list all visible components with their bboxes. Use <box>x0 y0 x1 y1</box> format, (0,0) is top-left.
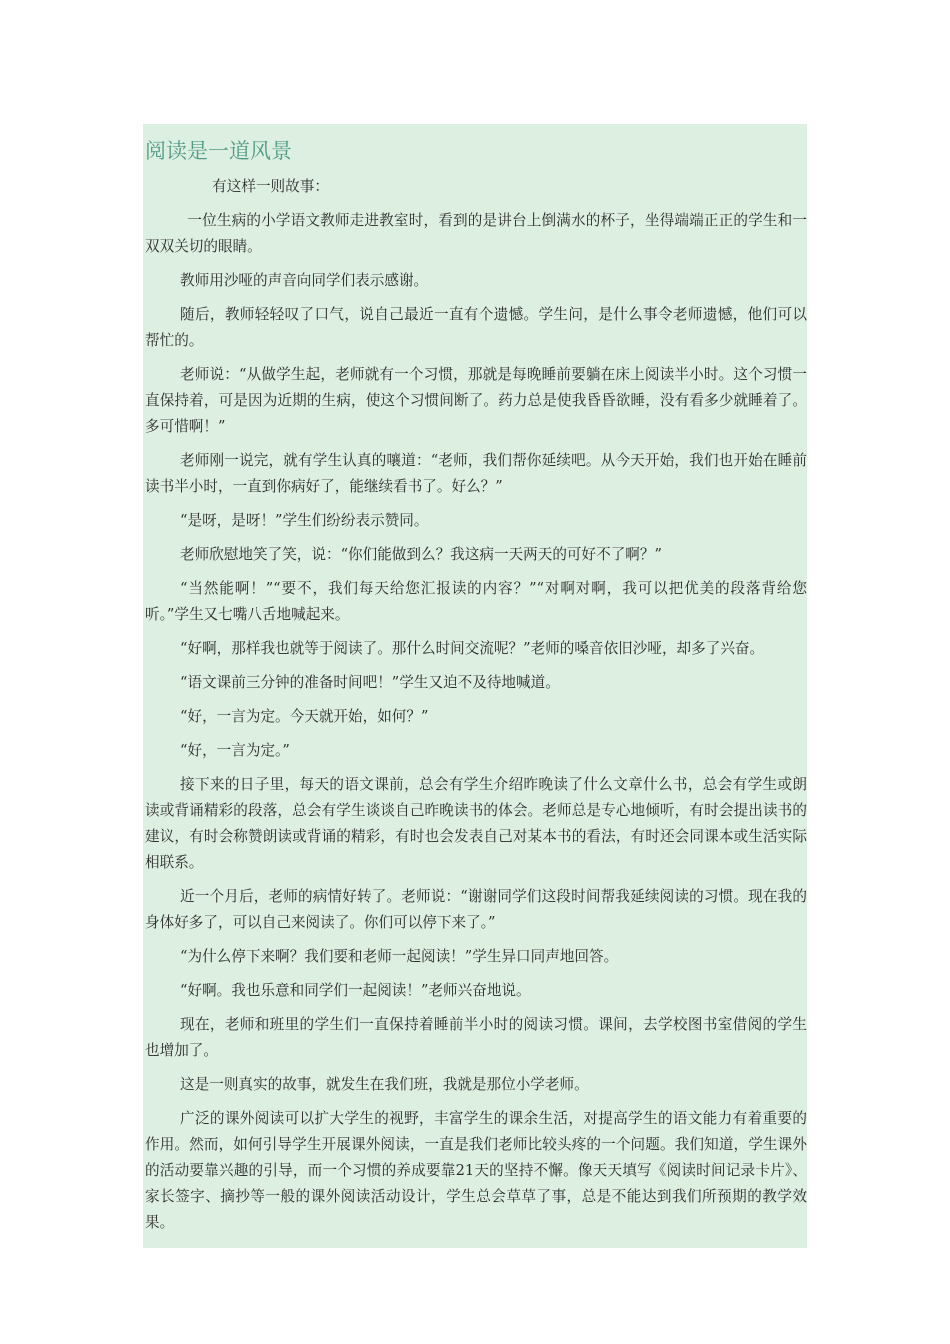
paragraph: 接下来的日子里，每天的语文课前，总会有学生介绍昨晚读了什么文章什么书，总会有学生或朗读或背诵精彩的段落，总会有学生谈谈自己昨晚读书的体会。老师总是专心地倾听，有时会提出读书的建议，有时会称赞朗读或背诵的精彩，有时也会发表自己对某本书的看法，有时还会同课本或生活实际相联系。 <box>145 776 807 871</box>
paragraph: “好，一言为定。今天就开始，如何？” <box>180 708 429 725</box>
article-body <box>143 124 807 1248</box>
paragraph: 老师欣慰地笑了笑，说：“你们能做到么？我这病一天两天的可好不了啊？” <box>180 546 662 563</box>
paragraph-intro: 有这样一则故事： <box>212 178 329 195</box>
paragraph: “是呀，是呀！”学生们纷纷表示赞同。 <box>180 512 429 529</box>
paragraph: “语文课前三分钟的准备时间吧！”学生又迫不及待地喊道。 <box>180 674 560 691</box>
paragraph: 老师刚一说完，就有学生认真的嚷道：“老师，我们帮你延续吧。从今天开始，我们也开始在睡前读书半小时，一直到你病好了，能继续看书了。好么？” <box>145 452 807 495</box>
paragraph: 一位生病的小学语文教师走进教室时，看到的是讲台上倒满水的杯子，坐得端端正正的学生和一双双关切的眼睛。 <box>145 212 807 255</box>
paragraph: 近一个月后，老师的病情好转了。老师说：“谢谢同学们这段时间帮我延续阅读的习惯。现在我的身体好多了，可以自己来阅读了。你们可以停下来了。” <box>145 888 807 931</box>
paragraph: “好啊。我也乐意和同学们一起阅读！”老师兴奋地说。 <box>180 982 531 999</box>
paragraph: “好，一言为定。” <box>180 742 290 759</box>
paragraph: “为什么停下来啊？我们要和老师一起阅读！”学生异口同声地回答。 <box>180 948 619 965</box>
paragraph: 老师说：“从做学生起，老师就有一个习惯，那就是每晚睡前要躺在床上阅读半小时。这个习惯一直保持着，可是因为近期的生病，使这个习惯间断了。药力总是使我昏昏欲睡，没有看多少就睡着了。多可惜啊！” <box>145 366 807 435</box>
article-title: 阅读是一道风景 <box>145 139 292 163</box>
paragraph: 教师用沙哑的声音向同学们表示感谢。 <box>180 272 429 289</box>
paragraph: 广泛的课外阅读可以扩大学生的视野，丰富学生的课余生活，对提高学生的语文能力有着重要的作用。然而，如何引导学生开展课外阅读，一直是我们老师比较头疼的一个问题。我们知道，学生课外的活动要靠兴趣的引导，而一个习惯的养成要靠21天的坚持不懈。像天天填写《阅读时间记录卡片》、家长签字、摘抄等一般的课外阅读活动设计，学生总会草草了事，总是不能达到我们所预期的教学效果。 <box>145 1110 807 1231</box>
paragraph: 随后，教师轻轻叹了口气，说自己最近一直有个遗憾。学生问，是什么事令老师遗憾，他们可以帮忙的。 <box>145 306 807 349</box>
paragraph: “当然能啊！”“要不，我们每天给您汇报读的内容？”“对啊对啊，我可以把优美的段落背给您听。”学生又七嘴八舌地喊起来。 <box>145 580 807 623</box>
paragraph: 这是一则真实的故事，就发生在我们班，我就是那位小学老师。 <box>180 1076 589 1093</box>
paragraph: “好啊，那样我也就等于阅读了。那什么时间交流呢？”老师的嗓音依旧沙哑，却多了兴奋。 <box>180 640 765 657</box>
paragraph: 现在，老师和班里的学生们一直保持着睡前半小时的阅读习惯。课间，去学校图书室借阅的学生也增加了。 <box>145 1016 807 1059</box>
